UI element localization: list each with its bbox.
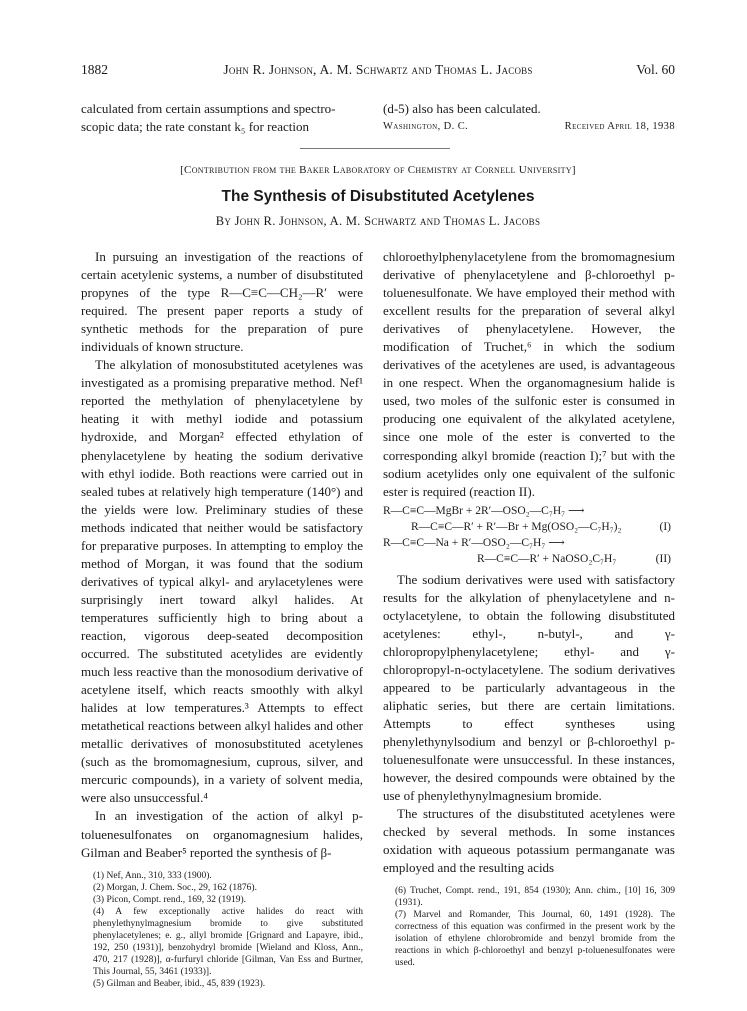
reaction-equations <box>383 503 675 567</box>
equation-number: (II) <box>655 552 671 565</box>
paragraph: In pursuing an investigation of the reactions of certain acetylenic systems, a number of disubstituted propynes of the type R—C≡C—CH₂—R′ were required. The present paper reports a study of synthetic methods for the preparation of pure individuals of known structure. <box>81 249 363 355</box>
footnote: (6) Truchet, Compt. rend., 191, 854 (1930); Ann. chim., [10] 16, 309 (1931). <box>395 886 675 909</box>
footnote: (3) Picon, Compt. rend., 169, 32 (1919). <box>93 894 247 905</box>
volume-label: Vol. 60 <box>636 62 675 77</box>
footnotes-left <box>81 870 363 990</box>
equation-line <box>383 551 675 567</box>
separator-rule <box>300 148 450 149</box>
footnote: (5) Gilman and Beaber, ibid., 45, 839 (1923). <box>93 978 266 989</box>
byline: By John R. Johnson, A. M. Schwartz and Thomas L. Jacobs <box>215 214 541 228</box>
footnote: (4) A few exceptionally active halides do react with phenylethynylmagnesium bromide to give substituted phenylacetylenes; e. g., allyl bromide [Grignard and Lapayre, ibid., 192, 250 (1931)], benzohydryl bromide [Wieland and Kloss, Ann., 470, 217 (1928)], α-furfuryl chloride [Gilman, Van Ess and Burtner, This Journal, 55, 3461 (1933)]. <box>93 906 363 977</box>
contribution-line: [Contribution from the Baker Laboratory of Chemistry at Cornell University] <box>180 164 576 176</box>
footnote: (7) Marvel and Romander, This Journal, 60, 1491 (1928). The correctness of this equation was confirmed in the present work by the isolation of ethylene chlorobromide and benzyl bromide from the reactions in which β-chloroethyl and benzyl p-toluenesulfonates were used. <box>395 910 675 969</box>
equation-text: R—C≡C—MgBr + 2R′—OSO₂—C₇H₇ ⟶ <box>383 504 585 517</box>
footnote: (1) Nef, Ann., 310, 333 (1900). <box>93 870 212 881</box>
city-label: Washington, D. C. <box>383 121 469 132</box>
footnote: (2) Morgan, J. Chem. Soc., 29, 162 (1876). <box>93 882 257 893</box>
equation-number: (I) <box>659 520 671 533</box>
equation-text: R—C≡C—R′ + NaOSO₂C₇H₇ <box>477 552 617 565</box>
equation-line <box>383 519 675 535</box>
paragraph: The structures of the disubstituted acetylenes were checked by several methods. In some instances oxidation with aqueous potassium permanganate was employed and the resulting acids <box>383 806 675 876</box>
previous-line: scopic data; the rate constant k₅ for reaction <box>81 119 309 134</box>
equation-text: R—C≡C—R′ + R′—Br + Mg(OSO₂—C₇H₇)₂ <box>411 520 622 533</box>
paragraph: The alkylation of monosubstituted acetylenes was investigated as a promising preparative method. Nef¹ reported the methylation of phenylacetylene by heating it with methyl iodide and potassium hydroxide, and Morgan² effected ethylation of phenylacetylene by heating the sodium derivative with ethyl iodide. Both reactions were carried out in sealed tubes at relatively high temperature (140°) and the yields were low. Preliminary studies of these methods indicated that neither would be satisfactory for preparative purposes. In attempting to employ the method of Morgan, it was found that the sodium derivatives of typical alkyl- and arylacetylenes were surprisingly inert toward alkyl halides. At temperatures sufficiently high to bring about a reaction, vigorous deep-seated decomposition occurred. The substituted acetylides are evidently much less reactive than the monosodium derivative of acetylene itself, which reacts smoothly with alkyl halides at low temperatures.³ Attempts to effect metathetical reactions between alkyl halides and other metallic derivatives of monosubstituted acetylenes (such as the bromomagnesium, cuprous, silver, and mercuric compounds), in a variety of solvent media, were also unsuccessful.⁴ <box>81 357 363 806</box>
header-authors: John R. Johnson, A. M. Schwartz and Thomas L. Jacobs <box>223 62 533 77</box>
paragraph: The sodium derivatives were used with satisfactory results for the alkylation of phenylacetylene and n-octylacetylene, to obtain the following disubstituted acetylenes: ethyl-, n-butyl-, and γ-chloropropylphenylacetylene; ethyl- and γ-chloropropyl-n-octylacetylene. The sodium derivatives appeared to be particularly advantageous in the aliphatic series, but there are certain limitations. Attempts to effect syntheses using phenylethynylsodium and benzyl or β-chloroethyl p-toluenesulfonate were unsuccessful. In these instances, however, the desired compounds were obtained by the use of phenylethynylmagnesium bromide. <box>383 571 675 804</box>
footnotes-right <box>383 885 675 969</box>
received-date: Received April 18, 1938 <box>564 121 675 132</box>
equation-line <box>383 503 675 519</box>
paragraph: In an investigation of the action of alkyl p-toluenesulfonates on organomagnesium halides, Gilman and Beaber⁵ reported the synthesis of β- <box>81 808 363 860</box>
equation-text: R—C≡C—Na + R′—OSO₂—C₇H₇ ⟶ <box>383 536 565 549</box>
right-column <box>383 248 675 969</box>
previous-line: calculated from certain assumptions and spectro- <box>81 101 336 116</box>
previous-article-ending <box>81 100 361 136</box>
running-header <box>81 62 675 82</box>
signature-line <box>383 118 675 136</box>
article-title: The Synthesis of Disubstituted Acetylenes <box>221 188 535 205</box>
page-number: 1882 <box>81 62 108 77</box>
left-column <box>81 248 363 990</box>
previous-article-signoff <box>383 100 675 136</box>
equation-line <box>383 535 675 551</box>
previous-line: (d-5) also has been calculated. <box>383 101 541 116</box>
paragraph: chloroethylphenylacetylene from the bromomagnesium derivative of phenylacetylene and β-chloroethyl p-toluenesulfonate. We have employed their method with excellent results for the preparation of several alkyl derivatives of phenylacetylene. However, the modification of Truchet,⁶ in which the sodium derivatives of the acetylenes are used, is advantageous in one respect. When the organomagnesium halide is used, two moles of the sulfonic ester is consumed in producing one equivalent of the alkylated acetylene, since one mole of the ester is converted to the corresponding alkyl bromide (reaction I);⁷ but with the sodium acetylides only one equivalent of the sulfonic ester is required (reaction II). <box>383 249 675 499</box>
